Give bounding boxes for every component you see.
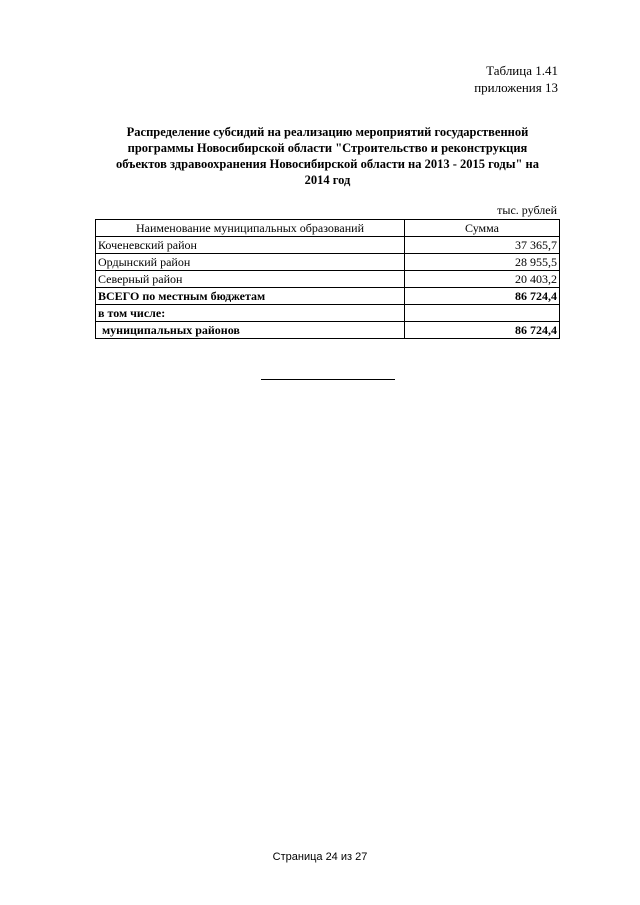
amount-cell: 37 365,7 <box>405 237 560 254</box>
document-title <box>95 124 560 188</box>
empty-amount-cell <box>405 305 560 322</box>
total-amount: 86 724,4 <box>405 288 560 305</box>
section-divider <box>261 379 395 380</box>
title-line: 2014 год <box>304 173 351 187</box>
table-header-row <box>96 220 560 237</box>
including-label: в том числе: <box>96 305 405 322</box>
district-name: Северный район <box>96 271 405 288</box>
total-label: ВСЕГО по местным бюджетам <box>96 288 405 305</box>
table-reference <box>474 62 558 96</box>
amount-cell: 28 955,5 <box>405 254 560 271</box>
table-row <box>96 237 560 254</box>
units-label: тыс. рублей <box>497 203 557 217</box>
table-row <box>96 271 560 288</box>
subtotal-row <box>96 322 560 339</box>
subsidy-table <box>95 219 560 339</box>
subtotal-amount: 86 724,4 <box>405 322 560 339</box>
total-row <box>96 288 560 305</box>
including-row <box>96 305 560 322</box>
table-number: Таблица 1.41 <box>486 63 558 78</box>
district-name: Коченевский район <box>96 237 405 254</box>
column-header-amount: Сумма <box>405 220 560 237</box>
title-line: объектов здравоохранения Новосибирской области на 2013 - 2015 годы" на <box>115 157 540 171</box>
district-name: Ордынский район <box>96 254 405 271</box>
page-number: Страница 24 из 27 <box>272 851 368 863</box>
subtotal-label: муниципальных районов <box>96 322 405 339</box>
title-line: программы Новосибирской области "Строительство и реконструкция <box>127 141 528 155</box>
title-line: Распределение субсидий на реализацию мероприятий государственной <box>126 125 529 139</box>
table-row <box>96 254 560 271</box>
amount-cell: 20 403,2 <box>405 271 560 288</box>
appendix-label: приложения 13 <box>474 80 558 95</box>
column-header-name: Наименование муниципальных образований <box>96 220 405 237</box>
